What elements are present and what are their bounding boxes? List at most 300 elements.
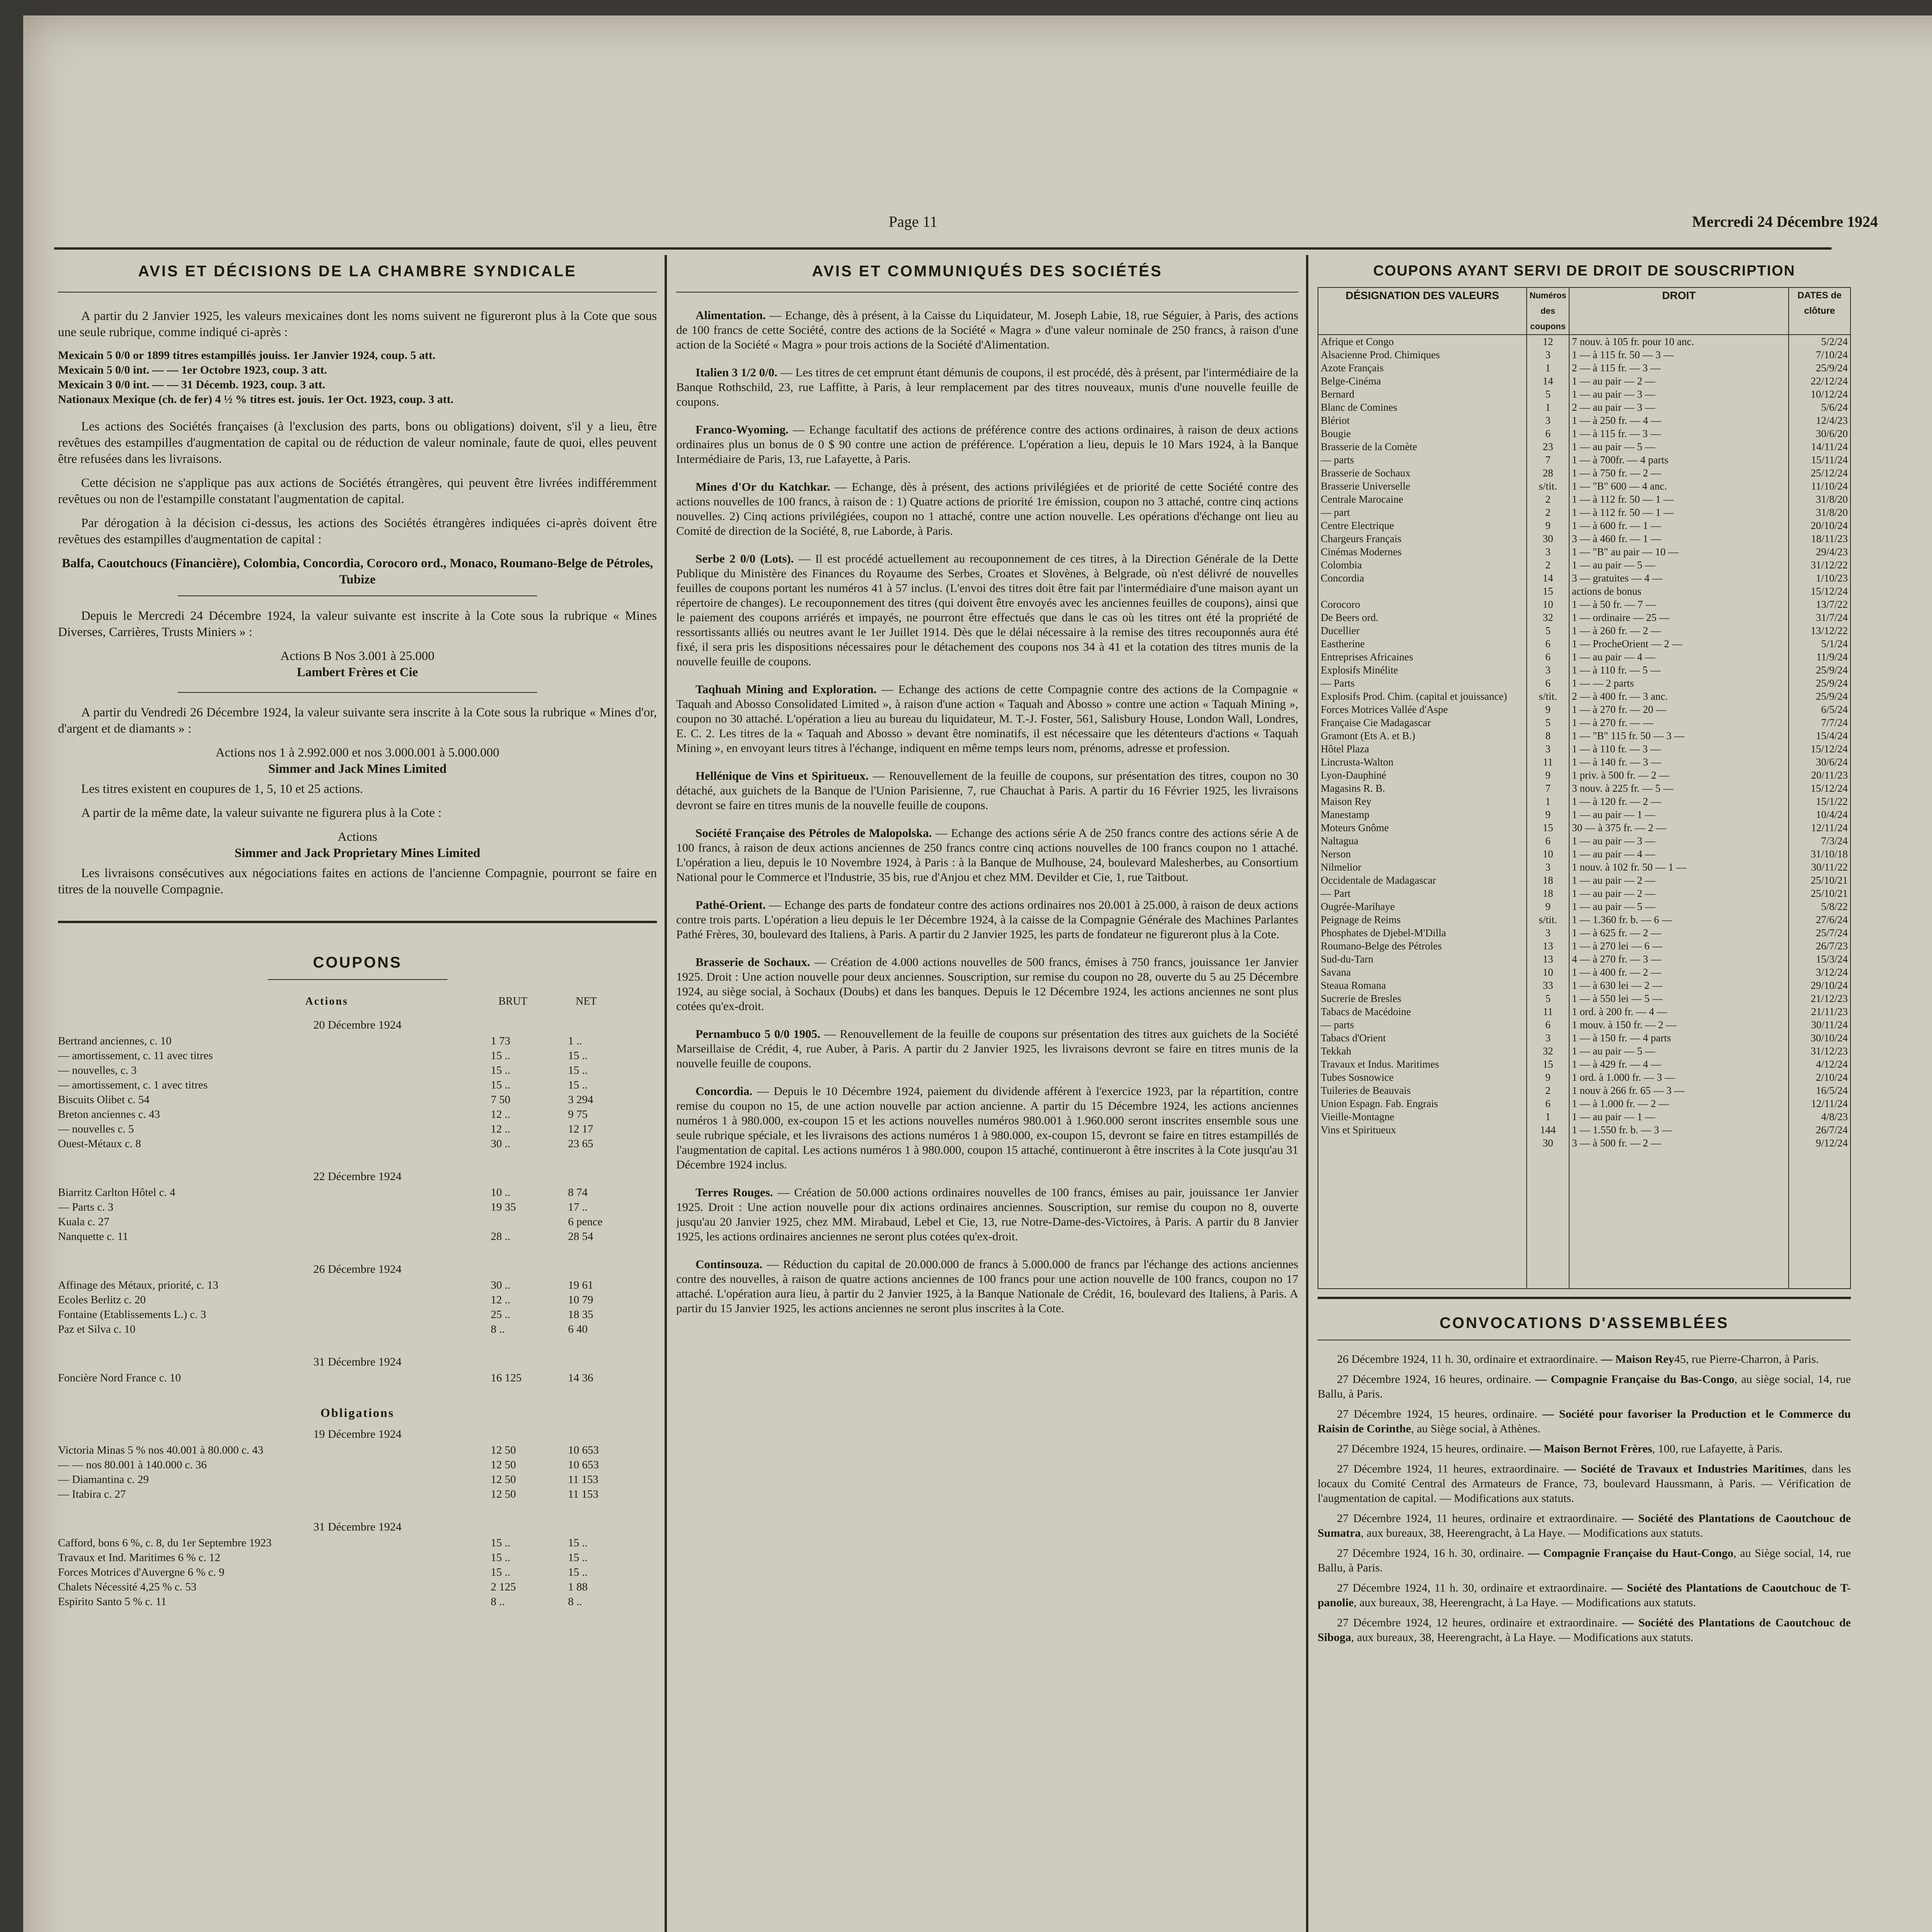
droit-date: 15/12/24 [1789,742,1850,755]
droit-valeur: Maison Rey [1318,795,1527,808]
droit-date: 13/7/22 [1789,598,1850,611]
droit-condition: 1 — à 700fr. — 4 parts [1569,453,1789,466]
droit-row [1318,966,1850,979]
convocation-item [1318,1616,1851,1645]
droit-numero: 5 [1527,992,1569,1005]
droit-condition: 1 — 1.550 fr. b. — 3 — [1569,1123,1789,1136]
droit-date: 25/7/24 [1789,926,1850,939]
droit-condition: 1 — ordinaire — 25 — [1569,611,1789,624]
communiques-list [676,308,1298,1316]
droit-row [1318,1031,1850,1044]
convocation-date: 27 Décembre 1924, 15 heures, ordinaire. [1337,1442,1529,1455]
convocation-detail: , aux bureaux, 38, Heerengracht, à La Haye. — Modifications aux statuts. [1361,1527,1703,1539]
communique-item [676,480,1298,538]
convocation-item [1318,1407,1851,1436]
droit-numero: 1 [1527,1110,1569,1123]
droit-numero: 10 [1527,966,1569,979]
coupon-date: 31 Décembre 1924 [313,1355,402,1368]
convocation-item [1318,1372,1851,1401]
droit-condition: 1 — à 50 fr. — 7 — [1569,598,1789,611]
coupon-row [58,1216,657,1230]
droit-valeur: Belge-Cinéma [1318,374,1527,388]
droit-numero: 10 [1527,847,1569,861]
droit-valeur: Blériot [1318,414,1527,427]
coupon-net: 10 79 [568,1294,594,1306]
droit-date: 6/5/24 [1789,703,1850,716]
droit-condition: 1 — à 1.000 fr. — 2 — [1569,1097,1789,1110]
droit-numero: 9 [1527,769,1569,782]
convocation-detail: , aux bureaux, 38, Heerengracht, à La Haye. — Modifications aux statuts. [1354,1596,1696,1609]
droit-numero: 11 [1527,755,1569,769]
communique-item [676,769,1298,813]
droit-valeur: Ducellier [1318,624,1527,637]
droit-valeur: — Part [1318,887,1527,900]
droit-numero: 13 [1527,952,1569,966]
coupon-row [58,1473,657,1488]
communique-body: — Echange des actions série A de 250 francs contre des actions série A de 100 francs, à raison de deux actions anciennes de 250 francs contre cinq actions nouvelles de 100 francs coupon no 1 attaché. L'opération a lieu, depuis le 10 Novembre 1924, à Paris : à la Banque de Mulhouse, 24, boulevard Malesherbes, au Consortium National pour le Commerce et l'Industrie, 35 bis, rue d'Anjou et chez MM. Devilder et Cie, 1, rue Taitbout. [676,826,1298,884]
droit-date: 13/12/22 [1789,624,1850,637]
coupon-row [58,1279,657,1294]
coupon-net: 14 36 [568,1372,594,1384]
page-date: Mercredi 24 Décembre 1924 [1692,213,1878,230]
communique-body: — Depuis le 10 Décembre 1924, paiement du dividende afférent à l'exercice 1923, par la répartition, contre remise du coupon no 15, de une action nouvelle par action ancienne. A partir du 15 Décembre 1924, les actions anciennes numéros 1 à 980.000, ex-coupon 15 et les actions nouvelles numéros 980.001 à 1.960.000 seront inscrites ensemble sous une seule rubrique spéciale, et les livraisons des actions numéros 1 à 980.000, ex-coupon 15, devront se faire en titres estampillés de l'augmentation de capital. Les actions numéros 1 à 980.000, coupon 15 attaché, continueront à être inscrites à la Cote jusqu'au 31 Décembre 1924 inclus. [676,1084,1298,1171]
droit-numero: 1 [1527,795,1569,808]
convocation-date: 27 Décembre 1924, 11 h. 30, ordinaire et extraordinaire. [1337,1582,1611,1594]
droit-condition: 1 nouv à 266 fr. 65 — 3 — [1569,1084,1789,1097]
coupon-net: 10 653 [568,1459,599,1471]
droit-condition: 30 — à 375 fr. — 2 — [1569,821,1789,834]
droit-valeur [1318,1136,1527,1150]
droit-numero: 33 [1527,979,1569,992]
droit-valeur: De Beers ord. [1318,611,1527,624]
droit-valeur: Magasins R. B. [1318,782,1527,795]
coupon-brut: 12 50 [491,1473,516,1486]
droit-condition: 1 mouv. à 150 fr. — 2 — [1569,1018,1789,1031]
droit-valeur: Bernard [1318,388,1527,401]
droit-valeur: Cinémas Modernes [1318,545,1527,558]
communique-item [676,826,1298,884]
droit-numero: 2 [1527,493,1569,506]
droit-date: 30/6/20 [1789,427,1850,440]
coupon-brut: 28 .. [491,1230,510,1243]
communique-item [676,1027,1298,1071]
droit-numero: 6 [1527,637,1569,650]
droit-condition: 3 nouv. à 225 fr. — 5 — [1569,782,1789,795]
droit-valeur: Tekkah [1318,1044,1527,1058]
droit-condition: 1 — à 260 fr. — 2 — [1569,624,1789,637]
convocation-item [1318,1511,1851,1541]
convocation-company: — Maison Bernot Frères [1529,1442,1652,1455]
coupon-net: 8 74 [568,1186,588,1199]
droit-row [1318,1110,1850,1123]
droit-condition: 1 — "B" 115 fr. 50 — 3 — [1569,729,1789,742]
droit-row [1318,414,1850,427]
droit-numero: 3 [1527,545,1569,558]
droit-date: 18/11/23 [1789,532,1850,545]
droit-numero: 6 [1527,677,1569,690]
droit-row [1318,598,1850,611]
coupon-date: 26 Décembre 1924 [313,1263,402,1276]
droit-row [1318,887,1850,900]
coupon-row [58,1138,657,1152]
convocation-item [1318,1442,1851,1456]
coupon-name: Forces Motrices d'Auvergne 6 % c. 9 [58,1566,224,1578]
droit-condition: 1 — à 270 fr. — 20 — [1569,703,1789,716]
coupon-net: 15 .. [568,1064,588,1077]
droit-condition: 1 — à 270 lei — 6 — [1569,939,1789,952]
coupon-brut: 25 .. [491,1308,510,1321]
droit-numero: 9 [1527,519,1569,532]
droit-date: 25/9/24 [1789,677,1850,690]
coupon-brut: 12 .. [491,1108,510,1121]
droit-condition: 3 — à 500 fr. — 2 — [1569,1136,1789,1150]
droit-valeur: Hôtel Plaza [1318,742,1527,755]
droit-numero: 2 [1527,558,1569,571]
droit-valeur: Forces Motrices Vallée d'Aspe [1318,703,1527,716]
droit-row [1318,992,1850,1005]
coupon-row [58,1566,657,1581]
droit-date: 30/10/24 [1789,1031,1850,1044]
coupon-name: Biarritz Carlton Hôtel c. 4 [58,1186,175,1199]
droit-row [1318,690,1850,703]
droit-numero: 3 [1527,663,1569,677]
droit-condition: 1 — à 750 fr. — 2 — [1569,466,1789,480]
droit-condition: 1 — à 429 fr. — 4 — [1569,1058,1789,1071]
droit-condition: 7 nouv. à 105 fr. pour 10 anc. [1569,335,1789,348]
coupon-row [58,1230,657,1245]
convocation-date: 27 Décembre 1924, 15 heures, ordinaire. [1337,1408,1543,1420]
droit-numero: 144 [1527,1123,1569,1136]
droit-row [1318,453,1850,466]
convocation-company: — Société des Plantations de Caoutchouc de Siboga [1318,1616,1851,1644]
droit-condition: 1 ord. à 200 fr. — 4 — [1569,1005,1789,1018]
coupon-name: — amortissement, c. 1 avec titres [58,1079,208,1091]
droit-numero: 3 [1527,348,1569,361]
droit-numero: s/tit. [1527,913,1569,926]
droit-valeur: Azote Français [1318,361,1527,374]
communique-body: — Réduction du capital de 20.000.000 de francs à 5.000.000 de francs par l'échange des actions anciennes contre des nouvelles, à raison de quatre actions anciennes de 100 francs pour une action nouvelle de 100 francs, coupon no 17 attaché. L'opération aura lieu, à partir du 2 Janvier 1925, à la Banque Nationale de Crédit, 16, boulevard des Italiens, à Paris. A partir du 15 Janvier 1925, les actions anciennes ne seront plus inscrites à la Cote. [676,1257,1298,1315]
droit-valeur: Tabacs d'Orient [1318,1031,1527,1044]
droit-date: 15/12/24 [1789,782,1850,795]
droit-condition: 1 — à 120 fr. — 2 — [1569,795,1789,808]
droit-valeur: Lyon-Dauphiné [1318,769,1527,782]
coupon-brut: 1 73 [491,1035,510,1047]
column-chambre-syndicale: AVIS ET DÉCISIONS DE LA CHAMBRE SYNDICALE A partir du 2 Janvier 1925, les valeurs mexicaines dont les noms suivent ne figureront plus à la Cote que sous une seule rubrique, comme indiqué ci-après : Mexicain 5 0/0 or 1899 titres estampillés jouiss. 1er Janvier 1924, coup. 5 att. Mexicain 5 0/0 int. — — 1er Octobre 1923, coup. 3 att. Mexicain 3 0/0 int. — — 31 Décemb. 1923, coup. 3 att. Nationaux Mexique (ch. de fer) 4 ½ % titres est. jouis. 1er Oct. 1923, coup. 3 att. Les actions des Sociétés françaises (à l'exclusion des parts, bons ou obligations) doivent, s'il y a lieu, être revêtues des estampilles d'augmentation de capital ou de réduction de valeur nominale, faute de quoi, elles peuvent être refusées dans les livraisons. Cette décision ne s'applique pas aux actions de Sociétés étrangères, qui peuvent être livrées indifféremment revêtues ou non de l'estampille constatant l'augmentation de capital. Par dérogation à la décision ci-dessus, les actions des Sociétés étrangères indiquées ci-après doivent être revêtues des estampilles d'augmentation de capital : Balfa, Caoutchoucs (Financière), Colombia, Concordia, Corocoro ord., Monaco, Roumano-Belge de Pétroles, Tubize Depuis le Mercredi 24 Décembre 1924, la valeur suivante est inscrite à la Cote sous la rubrique « Mines Diverses, Carrières, Trusts Miniers » : Actions B Nos 3.001 à 25.000 Lambert Frères et Cie A partir du Vendredi 26 Décembre 1924, la valeur suivante sera inscrite à la Cote sous la rubrique « Mines d'or, d'argent et de diamants » : Actions nos 1 à 2.992.000 et nos 3.000.001 à 5.000.000 Simmer and Jack Mines Limited Les titres existent en coupures de 1, 5, 10 et 25 actions. A partir de la même date, la valeur suivante ne figurera plus à la Cote : Actions Simmer and Jack Proprietary Mines Limited Les livraisons consécutives aux négociations faites en actions de l'ancienne Compagnie, pourront se faire en titres de la nouvelle Compagnie. COUPONS Actions BRUT NET 20 Décembre 1924 Bertrand anciennes, c. 10 1 73 1 .. — amortissement, c. 11 avec titres 15 .. 15 .. — nouvelles, c. 3 15 .. 15 .. — amortissement, c. 1 avec titres 15 .. 15 .. Biscuits Olibet c. 54 7 50 3 294 Breton anciennes c. 43 12 .. 9 75 — nouvelles c. 5 12 .. 12 17 Ouest-Métaux c. 8 30 .. 23 65 22 Décembre 1924 Biarritz Carlton Hôtel c. 4 10 .. 8 74 — Parts c. 3 19 35 17 .. Kuala c. 27 6 pence Nanquette c. 11 28 .. 28 54 26 Décembre 1924 Affinage des Métaux, priorité, c. 13 30 .. 19 61 Ecoles Berlitz c. 20 12 .. 10 79 Fontaine (Etablissements L.) c. 3 25 .. 18 35 Paz et Silva c. 10 8 .. 6 40 31 Décembre 1924 Foncière Nord France c. 10 16 125 14 36 Obligations 19 Décembre 1924 Victoria Minas 5 % nos 40.001 à 80.000 c. 43 12 50 10 653 — — nos 80.001 à 140.000 c. 36 12 50 10 653 — Diamantina c. 29 12 50 11 153 — Itabira c. 27 12 50 11 153 31 Décembre 1924 Cafford, bons 6 %, c. 8, du 1er Septembre 1923 15 .. 15 .. Travaux et Ind. Maritimes 6 % c. 12 15 .. 15 .. Forces Motrices d'Auvergne 6 % c. 9 15 .. 15 .. Chalets Nécessité 4,25 % c. 53 2 125 1 88 Espirito Santo 5 % c. 11 8 .. 8 .. [58,263,657,1932]
coupon-date: 20 Décembre 1924 [313,1019,402,1031]
coupon-row [58,1201,657,1216]
coupon-row [58,1079,657,1094]
droit-row [1318,624,1850,637]
droit-valeur: Travaux et Indus. Maritimes [1318,1058,1527,1071]
droit-numero: 5 [1527,624,1569,637]
coupon-net: 23 65 [568,1138,594,1150]
coupon-net: 11 153 [568,1473,599,1486]
droit-valeur: Entreprises Africaines [1318,650,1527,663]
droit-valeur: Nerson [1318,847,1527,861]
droit-condition: 1 — au pair — 1 — [1569,1110,1789,1123]
droit-valeur: Française Cie Madagascar [1318,716,1527,729]
droit-numero: 8 [1527,729,1569,742]
droit-row [1318,388,1850,401]
droit-numero: 9 [1527,1071,1569,1084]
droit-condition: 1 — à 250 fr. — 4 — [1569,414,1789,427]
droit-date: 1/10/23 [1789,571,1850,585]
coupon-brut: 12 .. [491,1123,510,1135]
droit-date: 30/11/22 [1789,861,1850,874]
droit-valeur: Centre Electrique [1318,519,1527,532]
droit-valeur: Naltagua [1318,834,1527,847]
droit-row [1318,1136,1850,1150]
droit-valeur: Manestamp [1318,808,1527,821]
coupons-droit-title: COUPONS AYANT SERVI DE DROIT DE SOUSCRIPTION [1373,263,1796,279]
droit-numero: 6 [1527,650,1569,663]
droit-condition: 1 — au pair — 2 — [1569,887,1789,900]
coupons-header: Actions BRUT NET [305,995,597,1007]
convocation-detail: , au Siège social, à Athènes. [1411,1422,1541,1435]
droit-row [1318,874,1850,887]
droit-date: 5/2/24 [1789,335,1850,348]
droit-row [1318,952,1850,966]
coupon-net: 15 .. [568,1049,588,1062]
droit-valeur: Blanc de Comines [1318,401,1527,414]
droit-row [1318,545,1850,558]
droit-date: 15/1/22 [1789,795,1850,808]
coupon-row [58,1294,657,1308]
coupon-net: 15 .. [568,1537,588,1549]
coupon-name: Travaux et Ind. Maritimes 6 % c. 12 [58,1551,221,1564]
droit-valeur: Bougie [1318,427,1527,440]
coupon-row [58,1444,657,1459]
droit-condition: 1 — au pair — 1 — [1569,808,1789,821]
communique-item [676,551,1298,669]
droit-condition: 1 — "B" 600 — 4 anc. [1569,480,1789,493]
droit-row [1318,585,1850,598]
coupon-row [58,1108,657,1123]
droit-valeur: Colombia [1318,558,1527,571]
droit-date: 7/10/24 [1789,348,1850,361]
droit-numero: 5 [1527,716,1569,729]
coupon-brut: 7 50 [491,1094,510,1106]
droit-date: 15/11/24 [1789,453,1850,466]
droit-condition: 1 — à 550 lei — 5 — [1569,992,1789,1005]
coupon-row [58,1595,657,1610]
droit-numero: 28 [1527,466,1569,480]
droit-date: 15/12/24 [1789,585,1850,598]
coupon-brut: 12 .. [491,1294,510,1306]
droit-valeur: Sud-du-Tarn [1318,952,1527,966]
coupon-name: Paz et Silva c. 10 [58,1323,136,1335]
droit-valeur: Phosphates de Djebel-M'Dilla [1318,926,1527,939]
communique-item [676,955,1298,1014]
communique-body: — Echange des parts de fondateur contre des actions ordinaires nos 20.001 à 25.000, à raison de deux actions contre trois parts. L'opération a lieu depuis le 1er Décembre 1924, à la caisse de la Compagnie Générale des Machines Parlantes Pathé Frères, 30, boulevard des Italiens, à Paris. A partir du 2 Janvier 1925, les parts de fondateur ne figureront plus à la Cote. [676,898,1298,941]
droit-numero: 9 [1527,808,1569,821]
droit-valeur: Brasserie de la Comète [1318,440,1527,453]
droit-numero: 1 [1527,361,1569,374]
coupon-row [58,1323,657,1338]
mexican-list: Mexicain 5 0/0 or 1899 titres estampillés jouiss. 1er Janvier 1924, coup. 5 att. Mexicain 5 0/0 int. — — 1er Octobre 1923, coup. 3 att. Mexicain 3 0/0 int. — — 31 Décemb. 1923, coup. 3 att. Nationaux Mexique (ch. de fer) 4 ½ % titres est. jouis. 1er Oct. 1923, coup. 3 att. [58,349,454,406]
coupon-row [58,1094,657,1108]
droit-numero: 10 [1527,598,1569,611]
coupon-name: Victoria Minas 5 % nos 40.001 à 80.000 c. 43 [58,1444,264,1456]
coupon-net: 15 .. [568,1566,588,1578]
droit-valeur: Concordia [1318,571,1527,585]
droit-date: 21/11/23 [1789,1005,1850,1018]
droit-valeur: Tubes Sosnowice [1318,1071,1527,1084]
convocation-date: 27 Décembre 1924, 11 heures, extraordinaire. [1337,1463,1564,1475]
droit-condition: 1 — au pair — 5 — [1569,558,1789,571]
droit-date: 14/11/24 [1789,440,1850,453]
communique-body: — Echange des actions de cette Compagnie contre des actions de la Compagnie « Taquah and Abosso Consolidated Limited », à raison d'une action « Taquah and Abosso » contre une action « Taquah Mining », coupon no 30 attaché. L'opération a lieu au bureau du liquidateur, M. T.-J. Foster, 561, Salisbury House, London Wall, Londres, E. C. 2. Les titres de la « Taquah and Abosso » devant être nominatifs, il est nécessaire que les détenteurs d'actions « Taquah Mining », en envoyant leurs titres à l'échange, indiquent en même temps leurs nom, prénoms, adresse et profession. [676,682,1298,755]
droit-row [1318,821,1850,834]
coupon-name: — nouvelles, c. 3 [58,1064,137,1077]
communique-company: Taqhuah Mining and Exploration. [696,682,877,696]
chambre-syndicale-title: AVIS ET DÉCISIONS DE LA CHAMBRE SYNDICALE [138,263,577,280]
droit-numero: 12 [1527,335,1569,348]
coupon-date: 19 Décembre 1924 [313,1428,402,1440]
droit-condition: 3 — à 460 fr. — 1 — [1569,532,1789,545]
communique-company: Alimentation. [696,308,766,322]
convocation-date: 27 Décembre 1924, 16 h. 30, ordinaire. [1337,1547,1528,1560]
droit-date: 4/12/24 [1789,1058,1850,1071]
coupon-name: Breton anciennes c. 43 [58,1108,160,1121]
droit-date: 30/11/24 [1789,1018,1850,1031]
communique-body: — Création de 4.000 actions nouvelles de 500 francs, émises à 750 francs, jouissance 1er Janvier 1925. Droit : Une action nouvelle pour deux anciennes. Souscription, sur remise du coupon no 28, ouverte du 5 au 25 Décembre 1924, au siège social, à Sochaux (Doubs) et dans les banques. Depuis le 12 Décembre 1924, les actions anciennes ne sont plus cotées qu'ex-droit. [676,955,1298,1013]
convocation-item [1318,1462,1851,1506]
droit-numero: 6 [1527,1097,1569,1110]
convocations-title: CONVOCATIONS D'ASSEMBLÉES [1439,1315,1729,1332]
communique-body: — Echange, dès à présent, des actions privilégiées et de priorité de cette Société contre des actions nouvelles de 100 francs, à raison de : 1) Quatre actions de priorité 1re émission, coupon no 3 attaché, contre cinq actions nouvelles. 2) Cinq actions privilégiées, coupon no 1 attaché, contre une action nouvelle. Les opérations d'échange ont lieu au Comité de direction de la Société, 8, rue Laborde, à Paris. [676,480,1298,537]
droit-date: 25/9/24 [1789,663,1850,677]
droit-date: 29/4/23 [1789,545,1850,558]
coupon-brut: 30 .. [491,1138,510,1150]
droit-row [1318,729,1850,742]
droit-valeur: Tuileries de Beauvais [1318,1084,1527,1097]
droit-row [1318,677,1850,690]
coupon-brut: 15 .. [491,1551,510,1564]
communique-item [676,308,1298,352]
droit-condition: 1 — au pair — 4 — [1569,650,1789,663]
communique-company: Hellénique de Vins et Spiritueux. [696,769,869,782]
communique-item [676,898,1298,942]
droit-row [1318,1058,1850,1071]
coupon-net: 15 .. [568,1551,588,1564]
droit-row [1318,466,1850,480]
droit-numero: 3 [1527,861,1569,874]
coupon-net: 15 .. [568,1079,588,1091]
convocation-date: 27 Décembre 1924, 11 heures, ordinaire et extraordinaire. [1337,1512,1622,1525]
coupon-net: 1 88 [568,1581,588,1593]
droit-date: 21/12/23 [1789,992,1850,1005]
droit-condition: 1 — au pair — 5 — [1569,440,1789,453]
droit-condition: 1 nouv. à 102 fr. 50 — 1 — [1569,861,1789,874]
droit-numero: 3 [1527,742,1569,755]
droit-date: 20/11/23 [1789,769,1850,782]
coupon-name: — — nos 80.001 à 140.000 c. 36 [58,1459,207,1471]
coupon-brut: 12 50 [491,1459,516,1471]
coupon-net: 3 294 [568,1094,594,1106]
col-valeurs: DÉSIGNATION DES VALEURS [1318,287,1527,335]
coupon-brut: 15 .. [491,1079,510,1091]
communiques-title: AVIS ET COMMUNIQUÉS DES SOCIÉTÉS [812,263,1163,280]
coupon-name: — nouvelles c. 5 [58,1123,134,1135]
droit-valeur: Occidentale de Madagascar [1318,874,1527,887]
droit-numero: 15 [1527,821,1569,834]
coupons-list [58,1019,657,1398]
droit-row [1318,650,1850,663]
droit-row [1318,1005,1850,1018]
droit-condition: 1 — à 150 fr. — 4 parts [1569,1031,1789,1044]
communique-item [676,682,1298,755]
droit-valeur: — Parts [1318,677,1527,690]
droit-numero: 9 [1527,703,1569,716]
droit-date: 5/8/22 [1789,900,1850,913]
coupon-row [58,1308,657,1323]
convocation-date: 27 Décembre 1924, 16 heures, ordinaire. [1337,1373,1536,1386]
droit-row [1318,440,1850,453]
coupon-brut: 15 .. [491,1566,510,1578]
convocations-list [1318,1352,1851,1645]
droit-row [1318,1044,1850,1058]
droit-row [1318,335,1850,348]
droit-numero: 15 [1527,1058,1569,1071]
droit-valeur: Brasserie de Sochaux [1318,466,1527,480]
droit-condition: 1 — à 115 fr. 50 — 3 — [1569,348,1789,361]
droit-numero: 5 [1527,388,1569,401]
droit-numero: 6 [1527,1018,1569,1031]
droit-numero: s/tit. [1527,480,1569,493]
convocation-item [1318,1546,1851,1575]
droit-condition: actions de bonus [1569,585,1789,598]
coupon-row [58,1049,657,1064]
droit-row [1318,374,1850,388]
communique-company: Mines d'Or du Katchkar. [696,480,830,493]
droit-valeur: Vieille-Montagne [1318,1110,1527,1123]
coupon-brut: 15 .. [491,1064,510,1077]
droit-date: 15/3/24 [1789,952,1850,966]
column-communiques [676,263,1298,1932]
droit-numero: 9 [1527,900,1569,913]
communique-company: Société Française des Pétroles de Malopolska. [696,826,932,840]
convocation-detail: , au siège social, 14, rue Ballu, à Paris. [1318,1373,1851,1400]
droit-row [1318,427,1850,440]
droit-row [1318,558,1850,571]
coupon-name: Affinage des Métaux, priorité, c. 13 [58,1279,219,1291]
communique-body: — Renouvellement de la feuille de coupons, sur présentation des titres, coupon no 30 détaché, aux guichets de la Banque de l'Union Parisienne, 7, rue Chauchat à Paris. A partir du 16 Février 1925, les livraisons devront se faire en titres munis de la nouvelle feuille de coupons. [676,769,1298,812]
droit-row [1318,1097,1850,1110]
coupon-name: Espirito Santo 5 % c. 11 [58,1595,167,1608]
droit-row [1318,782,1850,795]
coupon-net: 6 pence [568,1216,603,1228]
convocation-date: 27 Décembre 1924, 12 heures, ordinaire et extraordinaire. [1337,1616,1622,1629]
coupon-name: Ecoles Berlitz c. 20 [58,1294,146,1306]
droit-row [1318,637,1850,650]
coupon-name: Foncière Nord France c. 10 [58,1372,181,1384]
droit-row [1318,1084,1850,1097]
droit-numero: 6 [1527,427,1569,440]
droit-row [1318,979,1850,992]
droit-condition: 1 — au pair — 3 — [1569,388,1789,401]
droit-date: 25/9/24 [1789,690,1850,703]
coupon-brut: 2 125 [491,1581,516,1593]
droit-numero: 13 [1527,939,1569,952]
communique-body: — Les titres de cet emprunt étant démunis de coupons, il est procédé, dès à présent, par l'intermédiaire de la Banque Rothschild, 23, rue Laffitte, à Paris, à leur remplacement par des titres nouveaux, munis d'une nouvelle feuille de coupons. [676,366,1298,408]
droit-numero: 23 [1527,440,1569,453]
droit-valeur: Explosifs Minélite [1318,663,1527,677]
droit-valeur: Union Espagn. Fab. Engrais [1318,1097,1527,1110]
convocation-company: — Société des Plantations de Caoutchouc de Sumatra [1318,1512,1851,1539]
droit-numero: 11 [1527,1005,1569,1018]
droit-row [1318,926,1850,939]
